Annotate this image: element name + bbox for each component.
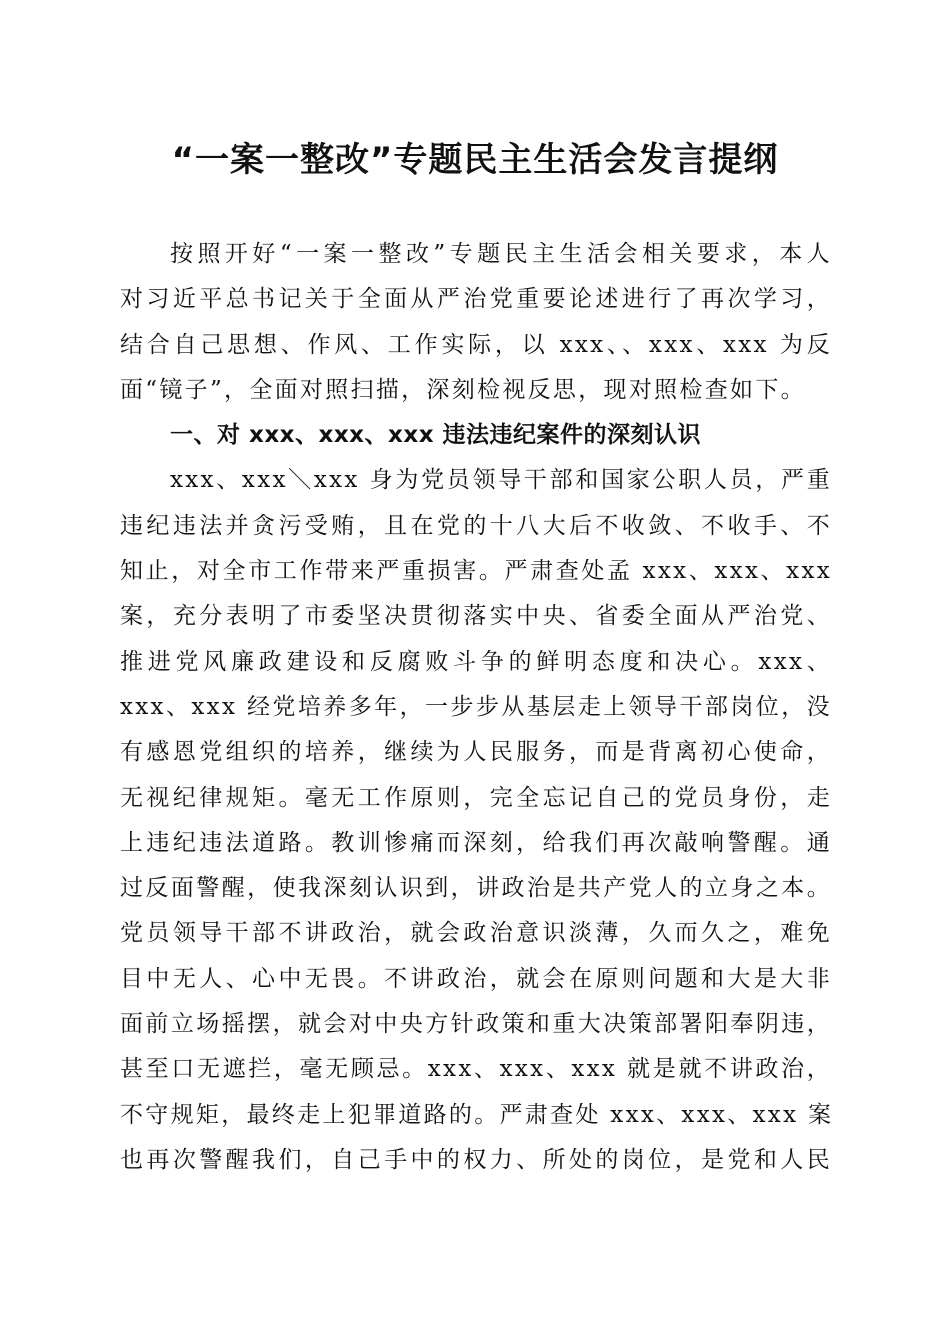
- paragraph-line: 也再次警醒我们，自己手中的权力、所处的岗位，是党和人民: [120, 1146, 832, 1173]
- paragraph-line: 结合自己思想、作风、工作实际，以 xxx、、xxx、xxx 为反: [120, 331, 832, 358]
- section-paragraph: [120, 458, 832, 1183]
- document-body: [120, 232, 832, 1183]
- section-heading: 一、对 xxx、xxx、xxx 违法违纪案件的深刻认识: [170, 422, 702, 449]
- paragraph-line: 违纪违法并贪污受贿，且在党的十八大后不收敛、不收手、不: [120, 512, 832, 539]
- document-title: “一案一整改”专题民主生活会发言提纲: [171, 140, 779, 180]
- paragraph-line: 推进党风廉政建设和反腐败斗争的鲜明态度和决心。xxx、: [120, 648, 832, 675]
- paragraph-line: 按照开好“一案一整改”专题民主生活会相关要求，本人: [170, 241, 832, 267]
- paragraph-line: 甚至口无遮拦，毫无顾忌。xxx、xxx、xxx 就是就不讲政治，: [120, 1056, 832, 1083]
- paragraph-line: 面前立场摇摆，就会对中央方针政策和重大决策部署阳奉阴违，: [120, 1011, 832, 1038]
- paragraph-line: 无视纪律规矩。毫无工作原则，完全忘记自己的党员身份，走: [120, 784, 832, 811]
- paragraph-line: 上违纪违法道路。教训惨痛而深刻，给我们再次敲响警醒。通: [120, 829, 832, 856]
- paragraph-line: 案，充分表明了市委坚决贯彻落实中央、省委全面从严治党、: [120, 603, 832, 630]
- paragraph-line: 面“镜子”，全面对照扫描，深刻检视反思，现对照检查如下。: [120, 376, 806, 403]
- paragraph-line: xxx、xxx＼xxx 身为党员领导干部和国家公职人员，严重: [170, 467, 832, 494]
- paragraph-line: 有感恩党组织的培养，继续为人民服务，而是背离初心使命，: [120, 739, 832, 766]
- paragraph-line: 过反面警醒，使我深刻认识到，讲政治是共产党人的立身之本。: [120, 875, 832, 902]
- paragraph-line: 不守规矩，最终走上犯罪道路的。严肃查处 xxx、xxx、xxx 案: [120, 1101, 834, 1128]
- intro-paragraph: [120, 232, 832, 413]
- paragraph-line: 党员领导干部不讲政治，就会政治意识淡薄，久而久之，难免: [120, 920, 832, 947]
- paragraph-line: 对习近平总书记关于全面从严治党重要论述进行了再次学习，: [120, 286, 832, 313]
- paragraph-line: xxx、xxx 经党培养多年，一步步从基层走上领导干部岗位，没: [120, 693, 832, 720]
- paragraph-line: 目中无人、心中无畏。不讲政治，就会在原则问题和大是大非: [120, 965, 832, 992]
- paragraph-line: 知止，对全市工作带来严重损害。严肃查处孟 xxx、xxx、xxx: [120, 558, 832, 585]
